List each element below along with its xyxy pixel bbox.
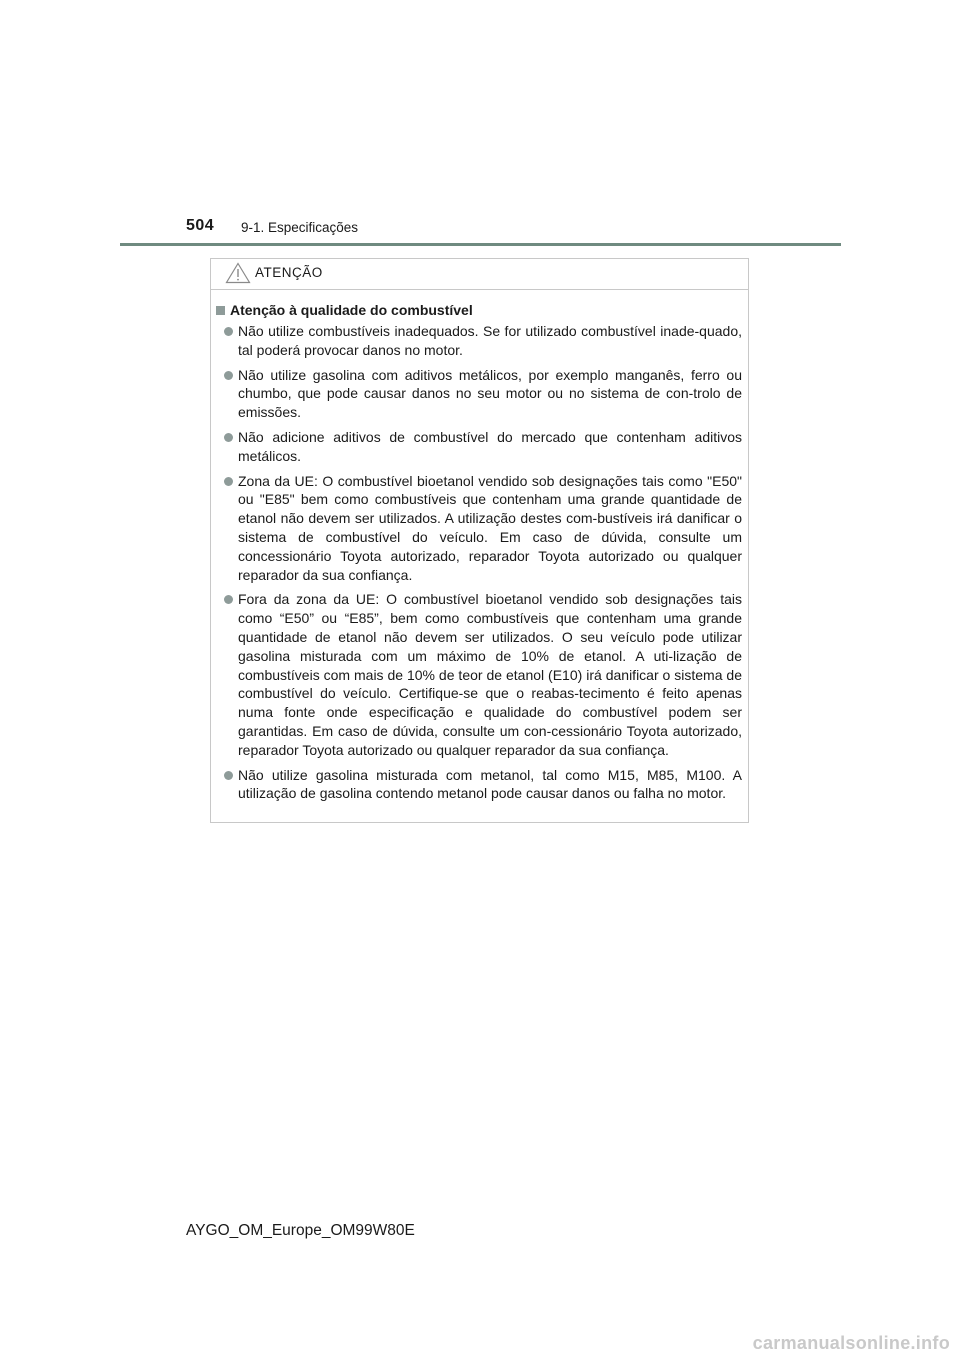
bullet-dot-icon: [224, 595, 233, 604]
list-item-text: Não utilize gasolina misturada com metanol, tal como M15, M85, M100. A utilização de gasolina contendo metanol pode causar danos ou falha no motor.: [238, 766, 742, 802]
bullet-dot-icon: [224, 371, 233, 380]
list-item: [216, 766, 742, 804]
list-item-text: Não adicione aditivos de combustível do mercado que contenham aditivos metálicos.: [238, 428, 742, 464]
caution-body: [211, 290, 748, 803]
list-item: [216, 322, 742, 360]
list-item: [216, 472, 742, 585]
page-header: [0, 0, 960, 250]
caution-label: ATENÇÃO: [255, 265, 323, 280]
square-bullet-icon: [216, 306, 225, 315]
bullet-dot-icon: [224, 771, 233, 780]
list-item-text: Fora da zona da UE: O combustível bioetanol vendido sob designações tais como “E50” ou “E85”, bem como combustíveis que contenham uma grande quantidade de etanol não devem ser utilizados. O seu veículo pode utilizar gasolina misturada com um máximo de 10% de etanol. A uti-lização de combustíveis com mais de 10% de teor de etanol (E10) irá danificar o sistema de combustível do veículo. Certifique-se que o reabas-tecimento é feito apenas numa fonte onde especificação e qualidade do combustível podem ser garantidas. Em caso de dúvida, consulte um con-cessionário Toyota autorizado, reparador Toyota autorizado ou qualquer reparador da sua confiança.: [238, 591, 742, 758]
warning-triangle-icon: [225, 262, 251, 284]
caution-box: [210, 258, 749, 823]
bullet-dot-icon: [224, 327, 233, 336]
header-divider: [120, 243, 841, 246]
section-title: 9-1. Especificações: [241, 220, 359, 235]
page-number: 504: [186, 217, 215, 234]
list-item: [216, 428, 742, 466]
bullet-dot-icon: [224, 477, 233, 486]
list-item: [216, 366, 742, 422]
subheading-text: Atenção à qualidade do combustível: [230, 302, 473, 318]
list-item: [216, 590, 742, 759]
caution-subheading: [216, 302, 742, 318]
list-item-text: Não utilize gasolina com aditivos metálicos, por exemplo manganês, ferro ou chumbo, que pode causar danos no seu motor ou no sistema de con-trolo de emissões.: [238, 366, 742, 421]
list-item-text: Não utilize combustíveis inadequados. Se for utilizado combustível inade-quado, tal poderá provocar danos no motor.: [238, 323, 742, 358]
footer-doc-code: AYGO_OM_Europe_OM99W80E: [186, 1222, 415, 1239]
watermark: carmanualsonline.info: [752, 1333, 950, 1353]
bullet-dot-icon: [224, 433, 233, 442]
list-item-text: Zona da UE: O combustível bioetanol vendido sob designações tais como "E50" ou "E85" bem como combustíveis que contenham uma grande quantidade de etanol não devem ser utilizados. A utilização destes com-bustíveis irá danificar o sistema de combustível do veículo. Em caso de dúvida, consulte um concessionário Toyota autorizado, reparador Toyota autorizado ou qualquer reparador da sua confiança.: [238, 472, 742, 583]
caution-header: [211, 259, 748, 290]
